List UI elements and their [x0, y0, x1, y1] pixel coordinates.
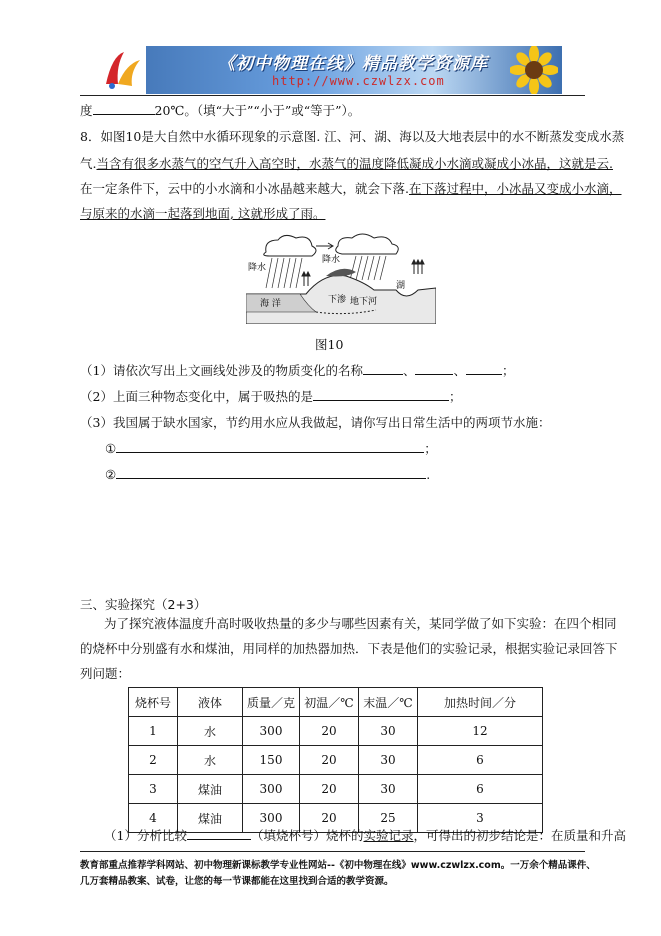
prev-question-tail: 度 20℃。（填“大于”“小于”或“等于”）。: [80, 103, 361, 118]
table-cell: 6: [418, 775, 543, 804]
q8-line-3: 在一定条件下，云中的小水滴和小冰晶越来越大，就会下落.在下落过程中，小冰晶又变成小水滴，: [80, 181, 622, 196]
table-cell: 4: [129, 804, 178, 833]
answer-blank[interactable]: [116, 466, 426, 479]
answer-blank[interactable]: [415, 362, 453, 375]
answer-blank[interactable]: [93, 102, 155, 115]
table-header-cell: 质量／克: [243, 688, 300, 717]
infiltrate-label: 下渗: [328, 295, 347, 305]
section-para-line-3: 列问题：: [80, 666, 131, 681]
experiment-table: [128, 687, 543, 833]
analysis-question-1: （1）分析比较 （填烧杯号）烧杯的实验记录，可得出的初步结论是：在质量和升高: [104, 828, 627, 843]
underlined-text: 在下落过程中，小冰晶又变成小水滴，: [408, 181, 622, 196]
header-banner: [100, 46, 562, 94]
answer-blank[interactable]: [187, 827, 251, 840]
sub-question-1: （1）请依次写出上文画线处涉及的物质变化的名称 、 、 ；: [80, 363, 515, 378]
table-cell: 水: [178, 717, 243, 746]
table-cell: 水: [178, 746, 243, 775]
footer-line-2: 几万套精品教案、试卷，让您的每一节课都能在这里找到合适的教学资源。: [80, 876, 394, 887]
underlined-text: 与原来的水滴一起落到地面, 这就形成了雨。: [80, 206, 326, 221]
table-cell: 3: [129, 775, 178, 804]
table-cell: 煤油: [178, 775, 243, 804]
sub-question-3: （3）我国属于缺水国家，节约用水应从我做起，请你写出日常生活中的两项节水施：: [80, 415, 551, 430]
water-cycle-figure: [246, 232, 436, 324]
table-row: [129, 775, 543, 804]
q8-line-1: 8．如图10是大自然中水循环现象的示意图. 江、河、湖、海以及大地表层中的水不断蒸发变成水蒸: [80, 129, 625, 144]
rain-label-middle: 降水: [322, 255, 341, 265]
table-cell: 20: [300, 804, 359, 833]
underground-river-label: 地下河: [350, 297, 378, 307]
underlined-text: 当含有很多水蒸气的空气升入高空时，水蒸气的温度降低凝成小水滴或凝成小冰晶，这就是云.: [96, 156, 613, 171]
table-cell: 30: [359, 775, 418, 804]
table-cell: 20: [300, 717, 359, 746]
header-rule: [80, 95, 585, 96]
table-cell: 300: [243, 804, 300, 833]
underlined-text: 实验记录: [363, 828, 414, 843]
rain-label-left: 降水: [248, 263, 267, 273]
section-para-line-2: 的烧杯中分别盛有水和煤油，用同样的加热器加热．下表是他们的实验记录，根据实验记录回答下: [80, 641, 618, 656]
table-cell: 30: [359, 717, 418, 746]
figure-caption: 图10: [315, 337, 344, 352]
table-header-row: [129, 688, 543, 717]
section-para-line-1: 为了探究液体温度升高时吸收热量的多少与哪些因素有关，某同学做了如下实验：在四个相同: [104, 616, 617, 631]
table-cell: 300: [243, 775, 300, 804]
table-cell: 12: [418, 717, 543, 746]
sunflower-icon: [510, 46, 558, 94]
table-row: [129, 717, 543, 746]
lake-label: 湖: [396, 281, 406, 291]
table-cell: 3: [418, 804, 543, 833]
q8-line-4: [80, 205, 325, 223]
table-header-cell: 加热时间／分: [418, 688, 543, 717]
site-logo: [100, 46, 146, 94]
answer-blank[interactable]: [363, 362, 403, 375]
table-cell: 300: [243, 717, 300, 746]
answer-blank[interactable]: [116, 440, 424, 453]
table-cell: 1: [129, 717, 178, 746]
table-cell: 150: [243, 746, 300, 775]
table-cell: 2: [129, 746, 178, 775]
table-header-cell: 烧杯号: [129, 688, 178, 717]
sub-question-2: （2）上面三种物态变化中，属于吸热的是 ；: [80, 389, 462, 404]
footer-rule: [80, 851, 585, 852]
table-header-cell: 初温／℃: [300, 688, 359, 717]
answer-line-2: ② .: [105, 467, 431, 482]
answer-blank[interactable]: [466, 362, 502, 375]
banner-url[interactable]: http://www.czwlzx.com: [272, 74, 445, 88]
table-cell: 20: [300, 775, 359, 804]
table-cell: 煤油: [178, 804, 243, 833]
section-heading: 三、实验探究（2+3）: [80, 597, 207, 612]
table-cell: 20: [300, 746, 359, 775]
footer-line-1: 教育部重点推荐学科网站、初中物理新课标教学专业性网站--《初中物理在线》www.czwlzx.com。一万余个精品课件、: [80, 860, 596, 871]
answer-line-1: ① ；: [105, 441, 437, 456]
sea-label: 海 洋: [260, 299, 281, 309]
table-cell: 6: [418, 746, 543, 775]
table-cell: 25: [359, 804, 418, 833]
answer-blank[interactable]: [313, 388, 449, 401]
q8-line-2: 气.当含有很多水蒸气的空气升入高空时，水蒸气的温度降低凝成小水滴或凝成小冰晶，这就是云.: [80, 156, 613, 171]
table-row: [129, 746, 543, 775]
table-header-cell: 液体: [178, 688, 243, 717]
banner-title: 《初中物理在线》精品教学资源库: [218, 54, 488, 74]
table-header-cell: 末温／℃: [359, 688, 418, 717]
table-cell: 30: [359, 746, 418, 775]
